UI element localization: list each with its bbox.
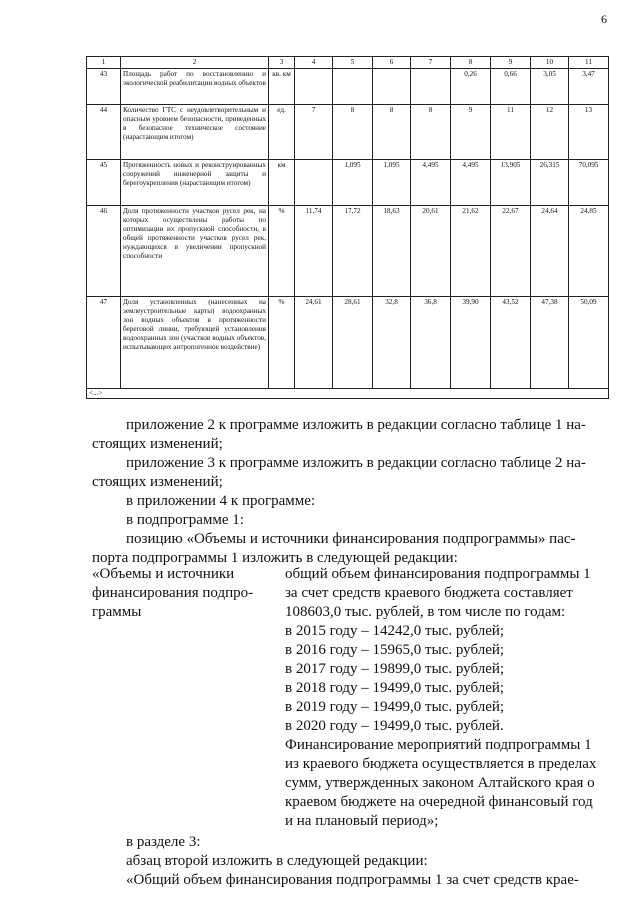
value-cell: 4,495 <box>411 160 451 206</box>
value-cell <box>295 69 333 105</box>
value-cell: 12 <box>531 105 569 160</box>
value-cell <box>411 69 451 105</box>
table-row <box>87 105 609 160</box>
table-row <box>87 69 609 105</box>
value-cell: 0,66 <box>491 69 531 105</box>
header-cell: 9 <box>491 57 531 69</box>
passport-label-column <box>92 565 267 622</box>
label-line: «Объемы и источники <box>92 566 235 582</box>
passport-value-column <box>285 565 617 831</box>
value-cell: 50,09 <box>569 297 609 389</box>
paragraph-line: позицию «Объемы и источники финансирования подпрограммы» пас- <box>126 531 576 547</box>
value-cell: 1,095 <box>333 160 373 206</box>
unit: % <box>269 297 295 389</box>
value-cell: 9 <box>451 105 491 160</box>
label-line: финансирования подпро- <box>92 585 254 601</box>
value-cell: 13 <box>569 105 609 160</box>
value-line: сумм, утвержденных законом Алтайского края о <box>285 775 595 791</box>
value-cell: 11 <box>491 105 531 160</box>
value-cell: 13,905 <box>491 160 531 206</box>
table-header-row <box>87 57 609 69</box>
row-number: 45 <box>87 160 121 206</box>
value-line: 108603,0 тыс. рублей, в том числе по годам: <box>285 604 566 620</box>
value-cell <box>373 69 411 105</box>
header-cell: 8 <box>451 57 491 69</box>
row-number: 46 <box>87 206 121 297</box>
indicator-name: Доля установленных (нанесенных на землеустроительные карты) водоохранных зон водных объектов в протяженности береговой линии, требующей установления водоохранных зон (участков водных объектов, испытывающих антропогенное воздействие) <box>121 297 269 389</box>
paragraph-line: стоящих изменений; <box>92 436 223 452</box>
value-cell: 7 <box>295 105 333 160</box>
value-cell: 1,095 <box>373 160 411 206</box>
paragraph-line: «Общий объем финансирования подпрограммы 1 за счет средств крае- <box>126 872 579 888</box>
value-line: за счет средств краевого бюджета составляет <box>285 585 573 601</box>
value-cell: 24,61 <box>295 297 333 389</box>
paragraph-line: порта подпрограммы 1 изложить в следующей редакции: <box>92 550 458 566</box>
value-cell: 8 <box>373 105 411 160</box>
table-tail-row <box>87 389 609 399</box>
value-cell: 28,61 <box>333 297 373 389</box>
value-line: в 2016 году – 15965,0 тыс. рублей; <box>285 642 505 658</box>
row-number: 44 <box>87 105 121 160</box>
row-number: 47 <box>87 297 121 389</box>
value-cell: 43,52 <box>491 297 531 389</box>
value-line: краевом бюджете на очередной финансовый год <box>285 794 593 810</box>
unit: км <box>269 160 295 206</box>
indicator-name: Количество ГТС с неудовлетворительным и опасным уровнем безопасности, приведенных в безопасное техническое состояние (нарастающим итогом) <box>121 105 269 160</box>
value-cell <box>295 160 333 206</box>
value-line: в 2020 году – 19499,0 тыс. рублей. <box>285 718 504 734</box>
value-cell: 32,8 <box>373 297 411 389</box>
indicator-name: Площадь работ по восстановлению и экологической реабилитации водных объектов <box>121 69 269 105</box>
header-cell: 4 <box>295 57 333 69</box>
value-line: в 2019 году – 19499,0 тыс. рублей; <box>285 699 505 715</box>
paragraph-line: в приложении 4 к программе: <box>126 493 316 509</box>
value-cell: 22,67 <box>491 206 531 297</box>
value-cell: 47,38 <box>531 297 569 389</box>
table-continuation-mark: <...> <box>87 389 609 399</box>
value-cell: 20,61 <box>411 206 451 297</box>
value-cell: 18,63 <box>373 206 411 297</box>
row-number: 43 <box>87 69 121 105</box>
paragraph-line: абзац второй изложить в следующей редакции: <box>126 853 428 869</box>
value-line: в 2018 году – 19499,0 тыс. рублей; <box>285 680 505 696</box>
indicator-name: Протяженность новых и реконструированных сооружений инженерной защиты и берегоукрепления (нарастающим итогом) <box>121 160 269 206</box>
paragraph-line: приложение 3 к программе изложить в редакции согласно таблице 2 на- <box>126 455 586 471</box>
header-cell: 5 <box>333 57 373 69</box>
value-line: в 2015 году – 14242,0 тыс. рублей; <box>285 623 505 639</box>
value-cell: 26,315 <box>531 160 569 206</box>
header-cell: 3 <box>269 57 295 69</box>
value-cell: 24,85 <box>569 206 609 297</box>
label-line: граммы <box>92 604 142 620</box>
page-number: 6 <box>601 12 607 26</box>
value-cell: 3,47 <box>569 69 609 105</box>
value-cell: 21,62 <box>451 206 491 297</box>
value-cell: 36,8 <box>411 297 451 389</box>
value-line: из краевого бюджета осуществляется в пределах <box>285 756 597 772</box>
header-cell: 7 <box>411 57 451 69</box>
value-line: в 2017 году – 19899,0 тыс. рублей; <box>285 661 505 677</box>
unit: кв. км <box>269 69 295 105</box>
value-cell: 70,095 <box>569 160 609 206</box>
header-cell: 2 <box>121 57 269 69</box>
value-cell: 39,90 <box>451 297 491 389</box>
indicators-table <box>86 56 609 399</box>
table-row <box>87 297 609 389</box>
value-cell: 11,74 <box>295 206 333 297</box>
table-row <box>87 160 609 206</box>
paragraph-line: стоящих изменений; <box>92 474 223 490</box>
value-cell: 4,495 <box>451 160 491 206</box>
paragraph-line: приложение 2 к программе изложить в редакции согласно таблице 1 на- <box>126 417 586 433</box>
indicator-name: Доля протяженности участков русел рек, на которых осуществлены работы по оптимизации их пропускной способности, в общей протяженности участков русел рек, нуждающихся в увеличении пропускной способности <box>121 206 269 297</box>
value-line: общий объем финансирования подпрограммы 1 <box>285 566 591 582</box>
value-line: и на плановый период»; <box>285 813 439 829</box>
table-row <box>87 206 609 297</box>
value-cell: 17,72 <box>333 206 373 297</box>
value-line: Финансирование мероприятий подпрограммы 1 <box>285 737 592 753</box>
unit: ед. <box>269 105 295 160</box>
header-cell: 10 <box>531 57 569 69</box>
value-cell: 24,64 <box>531 206 569 297</box>
header-cell: 6 <box>373 57 411 69</box>
value-cell: 0,26 <box>451 69 491 105</box>
value-cell: 8 <box>411 105 451 160</box>
value-cell <box>333 69 373 105</box>
paragraph-line: в подпрограмме 1: <box>126 512 244 528</box>
value-cell: 8 <box>333 105 373 160</box>
header-cell: 1 <box>87 57 121 69</box>
paragraph-line: в разделе 3: <box>126 834 201 850</box>
header-cell: 11 <box>569 57 609 69</box>
value-cell: 3,05 <box>531 69 569 105</box>
unit: % <box>269 206 295 297</box>
